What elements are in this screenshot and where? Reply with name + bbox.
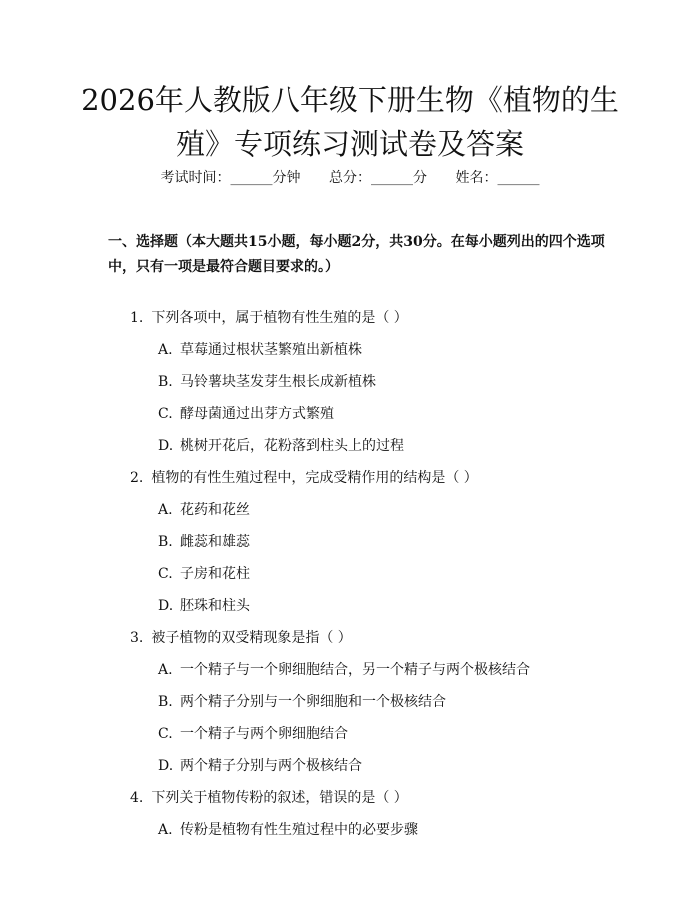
option-letter: B. bbox=[158, 534, 173, 550]
option-text: 胚珠和柱头 bbox=[180, 598, 250, 614]
option-letter: C. bbox=[158, 406, 173, 422]
option-text: 花药和花丝 bbox=[180, 502, 250, 518]
answer-option bbox=[108, 718, 628, 750]
exam-time-unit: 分钟 bbox=[272, 170, 301, 186]
option-letter: B. bbox=[158, 374, 173, 390]
question-text: 被子植物的双受精现象是指（ ） bbox=[151, 630, 352, 646]
total-score-unit: 分 bbox=[413, 170, 427, 186]
exam-time-label: 考试时间： bbox=[160, 170, 231, 186]
question-text: 下列各项中，属于植物有性生殖的是（ ） bbox=[151, 310, 408, 326]
question-list bbox=[108, 302, 628, 846]
name-field bbox=[455, 170, 539, 186]
question-number: 3. bbox=[130, 630, 144, 646]
page-title bbox=[60, 78, 640, 166]
answer-option bbox=[108, 398, 628, 430]
answer-option bbox=[108, 366, 628, 398]
answer-option bbox=[108, 750, 628, 782]
option-text: 桃树开花后，花粉落到柱头上的过程 bbox=[180, 438, 404, 454]
answer-option bbox=[108, 654, 628, 686]
answer-option bbox=[108, 430, 628, 462]
answer-option bbox=[108, 334, 628, 366]
exam-info bbox=[0, 168, 700, 188]
name-label: 姓名： bbox=[455, 170, 498, 186]
answer-option bbox=[108, 526, 628, 558]
name-blank: ______ bbox=[497, 170, 540, 186]
question-number: 2. bbox=[130, 470, 144, 486]
question-stem bbox=[108, 462, 628, 494]
option-letter: A. bbox=[158, 502, 173, 518]
option-text: 草莓通过根状茎繁殖出新植株 bbox=[180, 342, 362, 358]
answer-option bbox=[108, 494, 628, 526]
question-item bbox=[108, 462, 628, 622]
option-text: 传粉是植物有性生殖过程中的必要步骤 bbox=[180, 822, 418, 838]
exam-time-field bbox=[161, 170, 301, 186]
title-line-2: 殖》专项练习测试卷及答案 bbox=[175, 127, 524, 161]
question-stem bbox=[108, 782, 628, 814]
option-text: 马铃薯块茎发芽生根长成新植株 bbox=[180, 374, 376, 390]
option-text: 子房和花柱 bbox=[180, 566, 250, 582]
answer-option bbox=[108, 590, 628, 622]
option-text: 雌蕊和雄蕊 bbox=[180, 534, 250, 550]
question-number: 4. bbox=[130, 790, 144, 806]
option-letter: A. bbox=[158, 822, 173, 838]
answer-option bbox=[108, 814, 628, 846]
total-score-blank: ______ bbox=[371, 170, 413, 186]
option-letter: B. bbox=[158, 694, 173, 710]
question-item bbox=[108, 622, 628, 782]
option-text: 一个精子与两个卵细胞结合 bbox=[180, 726, 348, 742]
option-text: 酵母菌通过出芽方式繁殖 bbox=[180, 406, 334, 422]
option-letter: C. bbox=[158, 566, 173, 582]
exam-time-blank: ______ bbox=[230, 170, 273, 186]
option-letter: C. bbox=[158, 726, 173, 742]
question-stem bbox=[108, 302, 628, 334]
option-text: 两个精子分别与两个极核结合 bbox=[180, 758, 362, 774]
option-letter: A. bbox=[158, 662, 173, 678]
question-number: 1. bbox=[130, 310, 144, 326]
option-letter: D. bbox=[158, 758, 174, 774]
answer-option bbox=[108, 686, 628, 718]
total-score-label: 总分： bbox=[329, 170, 371, 186]
question-stem bbox=[108, 622, 628, 654]
section-header: 一、选择题（本大题共15小题，每小题2分，共30分。在每小题列出的四个选项中，只有一项是最符合题目要求的。） bbox=[108, 234, 605, 275]
question-text: 植物的有性生殖过程中，完成受精作用的结构是（ ） bbox=[151, 470, 478, 486]
title-line-1: 2026年人教版八年级下册生物《植物的生 bbox=[81, 83, 619, 117]
option-letter: D. bbox=[158, 438, 174, 454]
option-text: 两个精子分别与一个卵细胞和一个极核结合 bbox=[180, 694, 446, 710]
question-text: 下列关于植物传粉的叙述，错误的是（ ） bbox=[151, 790, 408, 806]
question-item bbox=[108, 782, 628, 846]
option-letter: D. bbox=[158, 598, 174, 614]
question-item bbox=[108, 302, 628, 462]
total-score-field bbox=[329, 170, 427, 186]
answer-option bbox=[108, 558, 628, 590]
option-text: 一个精子与一个卵细胞结合，另一个精子与两个极核结合 bbox=[180, 662, 530, 678]
option-letter: A. bbox=[158, 342, 173, 358]
